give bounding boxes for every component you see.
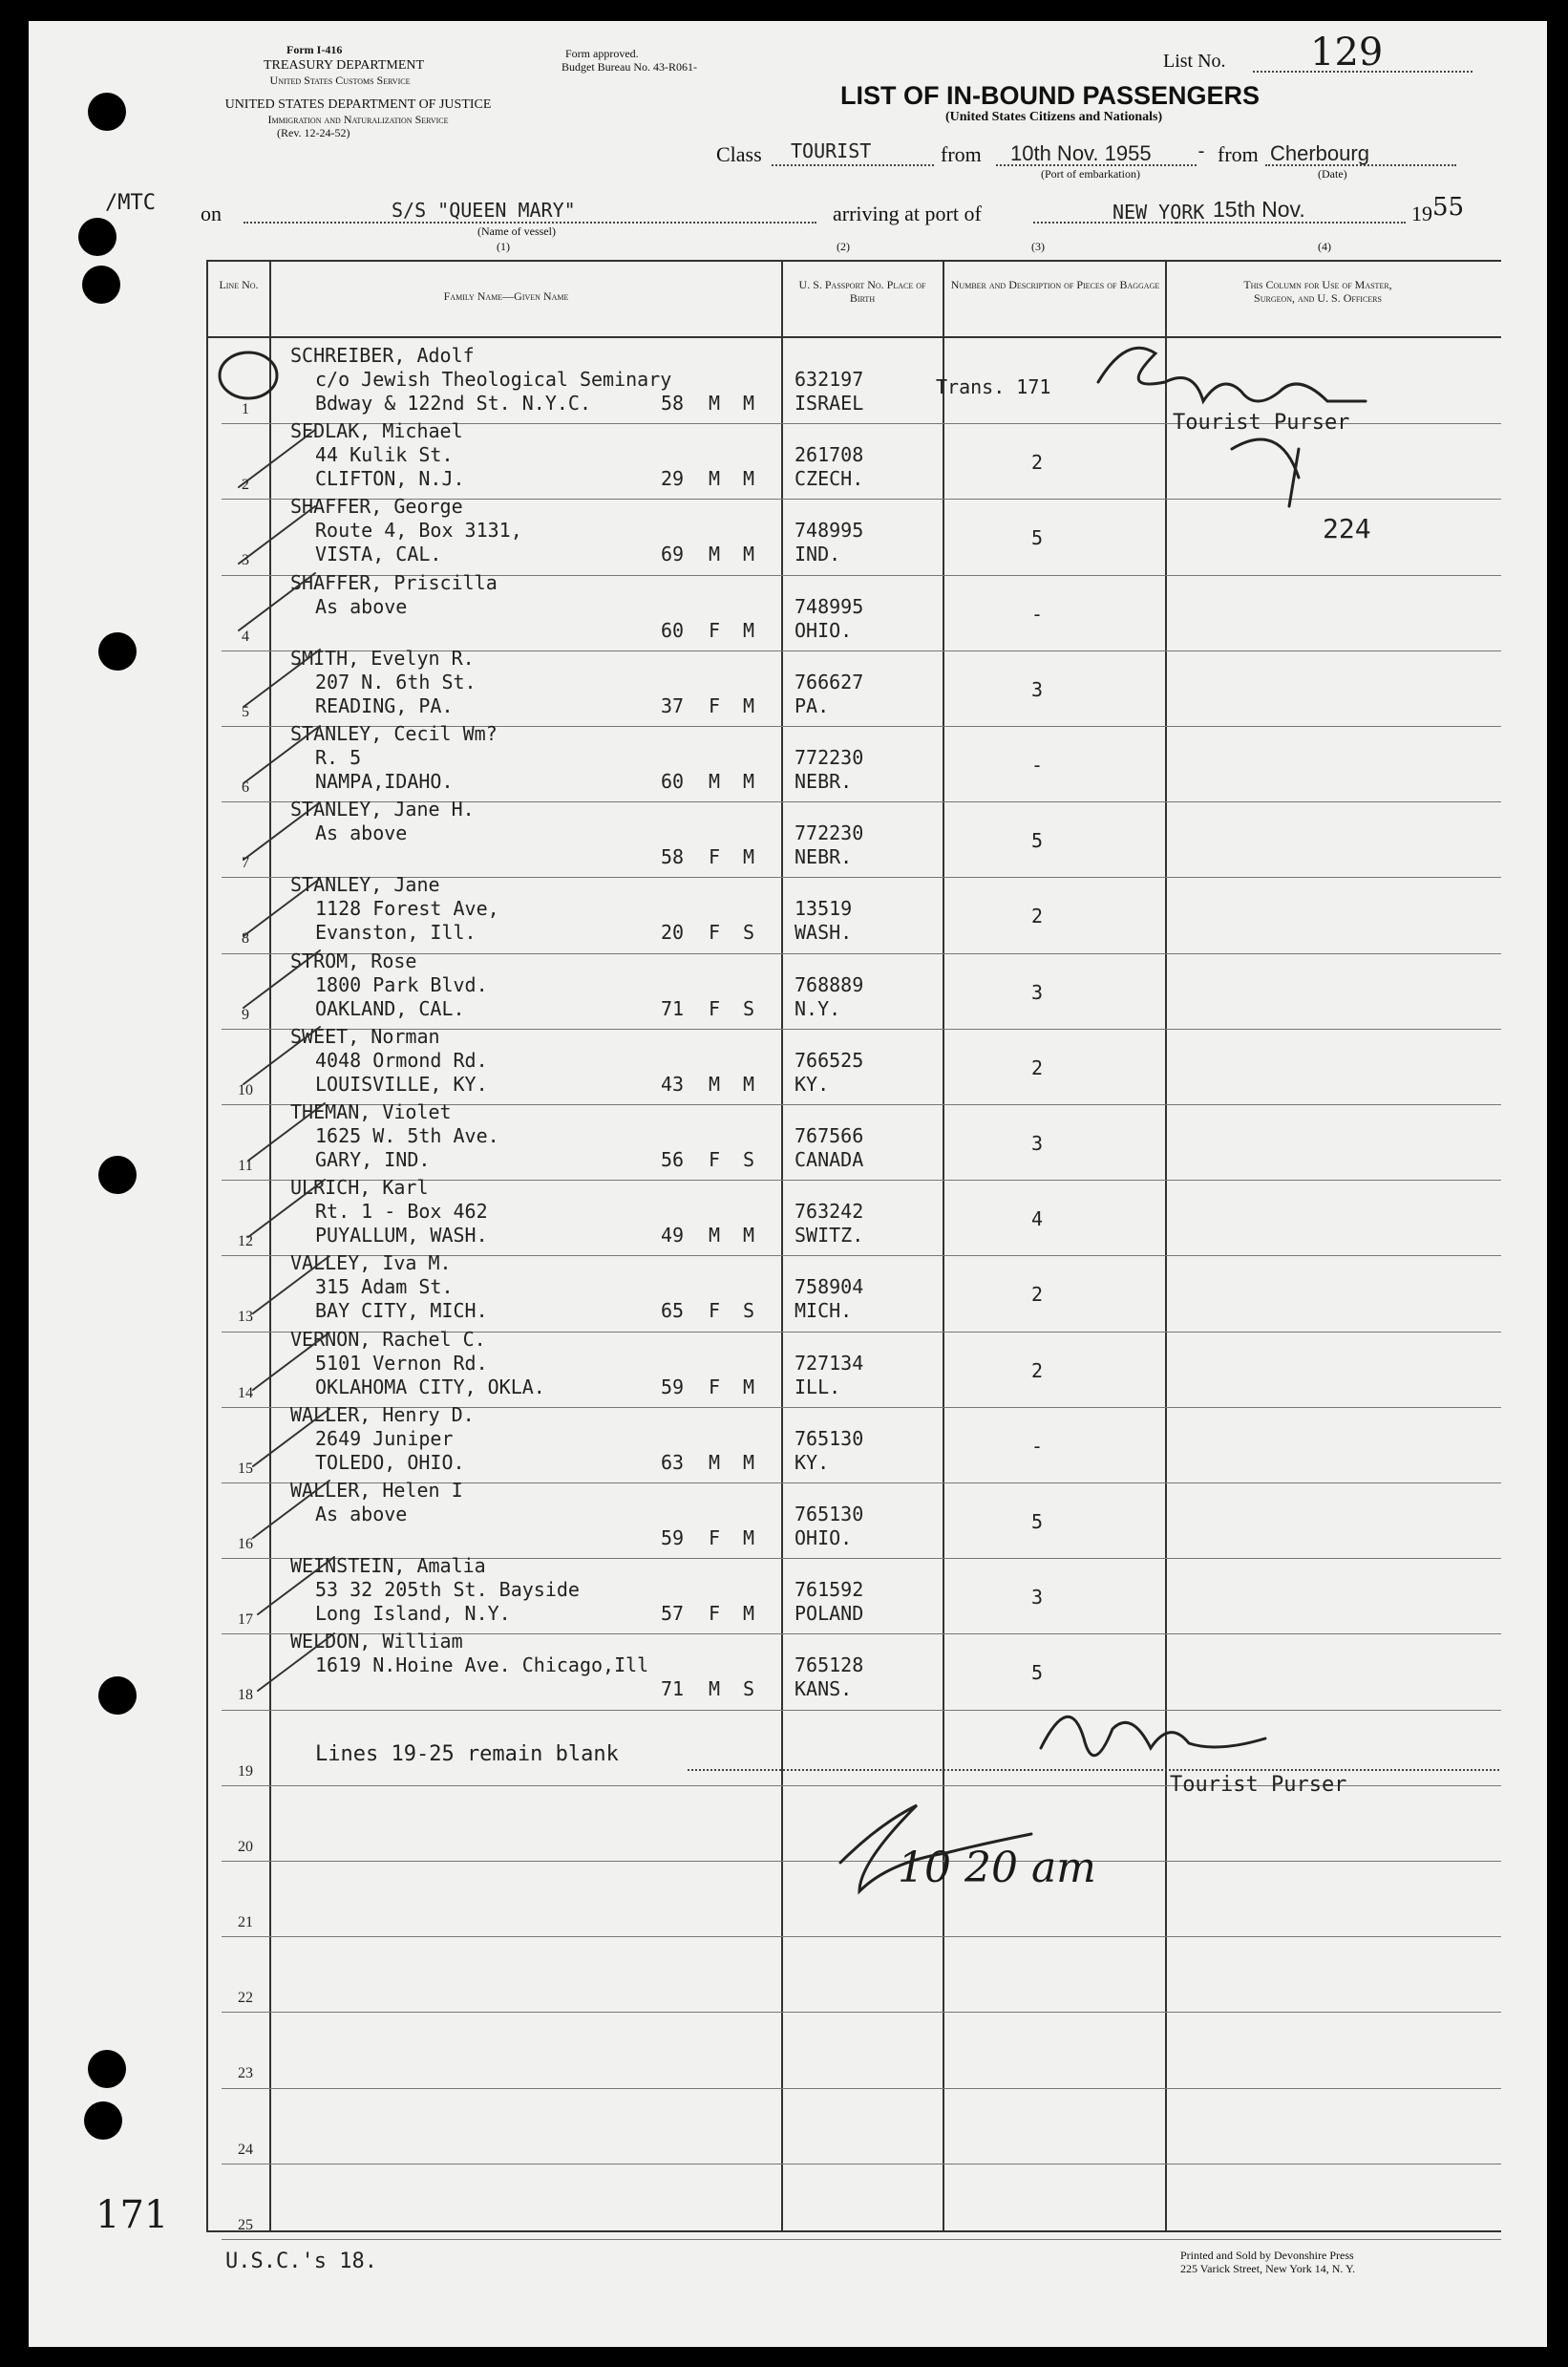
passport-number: 765128 xyxy=(795,1653,864,1677)
address-line-2: OAKLAND, CAL. xyxy=(315,996,465,1020)
passenger-name: ULRICH, Karl xyxy=(290,1176,429,1200)
line-number: 7 xyxy=(242,855,249,872)
passport-number: 772230 xyxy=(795,746,864,769)
sex: M xyxy=(709,770,721,793)
line-number: 4 xyxy=(242,628,249,645)
passport-number: 768889 xyxy=(795,972,864,996)
col-passport: U. S. Passport No. Place of Birth xyxy=(798,278,926,305)
year-value: 55 xyxy=(1432,193,1465,222)
passport-number: 761592 xyxy=(795,1578,864,1602)
baggage-count: - xyxy=(1031,602,1044,626)
address-line-1: 1128 Forest Ave, xyxy=(315,897,499,921)
signature-main xyxy=(1041,1717,1265,1756)
marital-status: M xyxy=(743,845,755,869)
marital-status: S xyxy=(743,921,755,945)
passenger-name: SWEET, Norman xyxy=(290,1024,440,1048)
marital-status: M xyxy=(743,1224,755,1247)
passenger-name: SHAFFER, Priscilla xyxy=(290,570,498,594)
age: 49 xyxy=(661,1224,685,1247)
place-of-birth: CZECH. xyxy=(795,467,864,491)
sex: F xyxy=(709,1148,721,1171)
passenger-name: VERNON, Rachel C. xyxy=(290,1327,486,1351)
line-number: 24 xyxy=(238,2141,253,2158)
passenger-name: WALLER, Henry D. xyxy=(290,1402,475,1426)
col-ref-4: (4) xyxy=(1318,240,1331,253)
passenger-name: SHAFFER, George xyxy=(290,495,463,519)
marital-status: S xyxy=(743,996,755,1020)
place-of-birth: KY. xyxy=(795,1450,830,1474)
age: 59 xyxy=(661,1526,685,1549)
from-date: 10th Nov. 1955 xyxy=(1010,141,1152,165)
line-number: 23 xyxy=(238,2065,253,2082)
address-line-1: 53 32 205th St. Bayside xyxy=(315,1578,580,1602)
check-marks xyxy=(239,430,334,1691)
place-of-birth: NEBR. xyxy=(795,845,853,869)
count-224: 224 xyxy=(1323,513,1371,544)
baggage-count: 2 xyxy=(1031,905,1044,928)
place-of-birth: ILL. xyxy=(795,1375,841,1398)
age: 60 xyxy=(661,618,685,642)
line-number: 16 xyxy=(238,1536,253,1552)
address-line-1: Rt. 1 - Box 462 xyxy=(315,1200,488,1224)
line-number: 15 xyxy=(238,1460,253,1477)
baggage-count: 4 xyxy=(1031,1207,1044,1231)
passenger-name: WELDON, William xyxy=(290,1630,463,1653)
place-of-birth: KANS. xyxy=(795,1677,853,1701)
age: 37 xyxy=(661,693,685,717)
baggage-count: 3 xyxy=(1031,677,1044,701)
vessel-caption: (Name of vessel) xyxy=(477,224,556,238)
passport-number: 765130 xyxy=(795,1426,864,1450)
passenger-name: STANLEY, Jane xyxy=(290,873,440,897)
place-of-birth: NEBR. xyxy=(795,770,853,793)
passport-number: 766627 xyxy=(795,670,864,693)
baggage-count: 5 xyxy=(1031,1510,1044,1533)
sex: F xyxy=(709,1375,721,1398)
passport-number: 727134 xyxy=(795,1351,864,1375)
place-of-birth: WASH. xyxy=(795,921,853,945)
passport-number: 763242 xyxy=(795,1200,864,1224)
line-number: 11 xyxy=(238,1158,253,1174)
address-line-1: As above xyxy=(315,821,408,845)
passport-number: 765130 xyxy=(795,1503,864,1525)
col-officers: This Column for Use of Master, Surgeon, and U. S. Officers xyxy=(1243,278,1392,305)
dash: - xyxy=(1196,139,1208,162)
age: 58 xyxy=(661,845,685,869)
date-caption: (Date) xyxy=(1318,167,1347,181)
sex: M xyxy=(709,543,721,566)
address-line-2: Bdway & 122nd St. N.Y.C. xyxy=(315,392,591,415)
from2-label: from xyxy=(1218,142,1259,166)
arrival-date: 15th Nov. xyxy=(1213,197,1305,222)
passenger-name: SEDLAK, Michael xyxy=(290,419,463,443)
passport-number: 632197 xyxy=(795,368,864,391)
revision: (Rev. 12-24-52) xyxy=(277,126,350,139)
address-line-2: OKLAHOMA CITY, OKLA. xyxy=(315,1375,545,1398)
address-line-2: READING, PA. xyxy=(315,693,454,717)
address-line-1: 5101 Vernon Rd. xyxy=(315,1351,488,1375)
age: 63 xyxy=(661,1450,685,1474)
ins-service: Immigration and Naturalization Service xyxy=(267,113,449,126)
passenger-name: VALLEY, Iva M. xyxy=(290,1251,452,1275)
handwritten-time: 10 20 am xyxy=(898,1844,1096,1892)
purser-initials xyxy=(1232,439,1299,506)
place-of-birth: ISRAEL xyxy=(795,392,864,415)
address-line-1: 4048 Ormond Rd. xyxy=(315,1048,488,1072)
address-line-1: 207 N. 6th St. xyxy=(315,670,477,693)
sex: F xyxy=(709,1602,721,1626)
age: 60 xyxy=(661,770,685,793)
col-ref-2: (2) xyxy=(837,240,850,253)
printer-line-1: Printed and Sold by Devonshire Press xyxy=(1180,2249,1354,2262)
passenger-name: STANLEY, Jane H. xyxy=(290,798,475,821)
address-line-1: As above xyxy=(315,1503,408,1525)
baggage-count: Trans. 171 xyxy=(936,375,1051,398)
sex: M xyxy=(709,1224,721,1247)
address-line-2: BAY CITY, MICH. xyxy=(315,1299,488,1323)
marital-status: S xyxy=(743,1299,755,1323)
place-of-birth: OHIO. xyxy=(795,618,853,642)
arrival-port: NEW YORK xyxy=(1112,201,1205,224)
col-name: Family Name—Given Name xyxy=(443,289,569,303)
age: 69 xyxy=(661,543,685,566)
passport-number: 766525 xyxy=(795,1048,864,1072)
address-line-2: TOLEDO, OHIO. xyxy=(315,1450,465,1474)
address-line-1: 44 Kulik St. xyxy=(315,443,454,467)
baggage-count: 3 xyxy=(1031,980,1044,1004)
marital-status: M xyxy=(743,693,755,717)
marital-status: M xyxy=(743,1450,755,1474)
col-baggage: Number and Description of Pieces of Baggage xyxy=(950,278,1160,291)
baggage-count: - xyxy=(1031,1434,1044,1458)
address-line-2: NAMPA,IDAHO. xyxy=(315,770,454,793)
address-line-2: VISTA, CAL. xyxy=(315,543,442,566)
arriving-label: arriving at port of xyxy=(833,202,982,225)
baggage-count: 5 xyxy=(1031,1661,1044,1685)
justice-dept: UNITED STATES DEPARTMENT OF JUSTICE xyxy=(224,97,492,112)
line-number: 10 xyxy=(238,1081,253,1098)
line-number: 25 xyxy=(238,2216,253,2233)
passport-number: 758904 xyxy=(795,1275,864,1299)
baggage-count: 2 xyxy=(1031,451,1044,475)
purser-signature xyxy=(1098,348,1366,401)
line-number: 3 xyxy=(242,552,249,569)
tourist-purser-stamp: Tourist Purser xyxy=(1173,411,1350,435)
passenger-name: SCHREIBER, Adolf xyxy=(290,344,475,367)
col-ref-3: (3) xyxy=(1031,240,1045,253)
address-line-1: 1619 N.Hoine Ave. Chicago,Ill xyxy=(315,1653,649,1677)
passenger-name: WEINSTEIN, Amalia xyxy=(290,1554,486,1578)
baggage-count: 3 xyxy=(1031,1586,1044,1610)
marital-status: S xyxy=(743,1677,755,1701)
marital-status: M xyxy=(743,543,755,566)
age: 29 xyxy=(661,467,685,491)
address-line-1: Route 4, Box 3131, xyxy=(315,519,522,543)
passenger-name: STROM, Rose xyxy=(290,949,417,972)
line-number: 20 xyxy=(238,1838,253,1855)
line-number: 17 xyxy=(238,1611,253,1629)
address-line-2: GARY, IND. xyxy=(315,1148,431,1171)
baggage-count: 2 xyxy=(1031,1283,1044,1307)
baggage-count: - xyxy=(1031,754,1044,777)
sex: F xyxy=(709,1299,721,1323)
age: 58 xyxy=(661,392,685,415)
baggage-count: 2 xyxy=(1031,1056,1044,1079)
place-of-birth: SWITZ. xyxy=(795,1224,864,1247)
place-of-birth: POLAND xyxy=(795,1602,864,1626)
address-line-1: c/o Jewish Theological Seminary xyxy=(315,368,672,391)
place-of-birth: OHIO. xyxy=(795,1526,853,1549)
address-line-2: Long Island, N.Y. xyxy=(315,1602,511,1626)
marital-status: M xyxy=(743,1526,755,1549)
age: 56 xyxy=(661,1148,685,1171)
passport-number: 748995 xyxy=(795,519,864,543)
form-title: LIST OF IN-BOUND PASSENGERS xyxy=(840,81,1261,110)
address-line-1: 2649 Juniper xyxy=(315,1426,454,1450)
on-label: on xyxy=(201,202,222,225)
address-line-1: 315 Adam St. xyxy=(315,1275,454,1299)
from-label: from xyxy=(941,142,982,166)
tourist-purser-signature-title: Tourist Purser xyxy=(1170,1773,1347,1797)
line-number: 1 xyxy=(242,401,249,417)
sex: F xyxy=(709,921,721,945)
year-prefix: 19 xyxy=(1411,202,1432,225)
marital-status: M xyxy=(743,392,755,415)
usc-mark: U.S.C.'s 18. xyxy=(225,2250,377,2273)
marital-status: M xyxy=(743,618,755,642)
list-no-label: List No. xyxy=(1163,51,1226,72)
line-number: 5 xyxy=(242,703,249,720)
margin-note: 171 xyxy=(95,2193,169,2237)
passport-number: 772230 xyxy=(795,821,864,845)
sex: F xyxy=(709,845,721,869)
line-number: 9 xyxy=(242,1006,249,1023)
address-line-1: As above xyxy=(315,594,408,618)
address-line-1: 1800 Park Blvd. xyxy=(315,972,488,996)
line-number: 8 xyxy=(242,930,249,948)
signature-lower xyxy=(840,1805,1031,1891)
passenger-name: SMITH, Evelyn R. xyxy=(290,646,475,670)
place-of-birth: IND. xyxy=(795,543,841,566)
line-number: 13 xyxy=(238,1309,253,1326)
place-of-birth: KY. xyxy=(795,1072,830,1096)
class-label: Class xyxy=(716,142,762,166)
form-subtitle: (United States Citizens and Nationals) xyxy=(945,110,1163,124)
age: 65 xyxy=(661,1299,685,1323)
passenger-name: THEMAN, Violet xyxy=(290,1100,452,1123)
place-of-birth: CANADA xyxy=(795,1148,864,1171)
age: 20 xyxy=(661,921,685,945)
line-number: 19 xyxy=(238,1762,253,1780)
line-number: 18 xyxy=(238,1687,253,1704)
line-number: 6 xyxy=(242,779,249,796)
port-caption: (Port of embarkation) xyxy=(1041,167,1140,181)
marital-status: M xyxy=(743,1602,755,1626)
col-ref-1: (1) xyxy=(497,240,510,253)
marital-status: M xyxy=(743,1375,755,1398)
sex: M xyxy=(709,1677,721,1701)
sex: M xyxy=(709,467,721,491)
line-number: 22 xyxy=(238,1990,253,2007)
marital-status: S xyxy=(743,1148,755,1171)
sex: M xyxy=(709,392,721,415)
from-port: Cherbourg xyxy=(1270,141,1369,165)
row1-circle-mark xyxy=(220,352,277,398)
address-line-2: LOUISVILLE, KY. xyxy=(315,1072,488,1096)
vessel-name: S/S "QUEEN MARY" xyxy=(392,199,576,222)
marital-status: M xyxy=(743,1072,755,1096)
age: 57 xyxy=(661,1602,685,1626)
address-line-1: R. 5 xyxy=(315,746,362,769)
sex: M xyxy=(709,1072,721,1096)
age: 71 xyxy=(661,996,685,1020)
passenger-name: WALLER, Helen I xyxy=(290,1479,463,1502)
sex: M xyxy=(709,1450,721,1474)
passport-number: 261708 xyxy=(795,443,864,467)
baggage-count: 5 xyxy=(1031,526,1044,550)
line-number: 2 xyxy=(242,477,249,494)
baggage-count: 5 xyxy=(1031,829,1044,853)
passport-number: 767566 xyxy=(795,1124,864,1147)
marital-status: M xyxy=(743,770,755,793)
printer-line-2: 225 Varick Street, New York 14, N. Y. xyxy=(1180,2262,1356,2275)
budget-bureau: Budget Bureau No. 43-R061- xyxy=(562,60,697,74)
passport-number: 13519 xyxy=(795,897,853,921)
sex: F xyxy=(709,1526,721,1549)
form-approved: Form approved. xyxy=(565,47,639,60)
col-line-no: Line No. xyxy=(219,278,259,291)
sex: F xyxy=(709,618,721,642)
address-line-2: CLIFTON, N.J. xyxy=(315,467,465,491)
list-no-value: 129 xyxy=(1310,31,1384,75)
blank-lines-note: Lines 19-25 remain blank xyxy=(315,1742,619,1766)
treasury-dept: TREASURY DEPARTMENT xyxy=(264,58,425,73)
address-line-2: Evanston, Ill. xyxy=(315,921,477,945)
place-of-birth: MICH. xyxy=(795,1299,853,1323)
baggage-count: 2 xyxy=(1031,1358,1044,1382)
baggage-count: 3 xyxy=(1031,1132,1044,1155)
passenger-name: STANLEY, Cecil Wm? xyxy=(290,722,498,745)
margin-mtc: /MTC xyxy=(105,191,156,215)
address-line-1: 1625 W. 5th Ave. xyxy=(315,1124,499,1147)
age: 59 xyxy=(661,1375,685,1398)
sex: F xyxy=(709,693,721,717)
place-of-birth: N.Y. xyxy=(795,996,841,1020)
customs-service: United States Customs Service xyxy=(269,74,411,87)
age: 71 xyxy=(661,1677,685,1701)
address-line-2: PUYALLUM, WASH. xyxy=(315,1224,488,1247)
marital-status: M xyxy=(743,467,755,491)
place-of-birth: PA. xyxy=(795,693,830,717)
age: 43 xyxy=(661,1072,685,1096)
line-number: 12 xyxy=(238,1233,253,1250)
passport-number: 748995 xyxy=(795,594,864,618)
form-number: Form I-416 xyxy=(286,43,343,56)
sex: F xyxy=(709,996,721,1020)
class-value: TOURIST xyxy=(791,139,872,162)
line-number: 21 xyxy=(238,1914,253,1930)
line-number: 14 xyxy=(238,1384,253,1401)
